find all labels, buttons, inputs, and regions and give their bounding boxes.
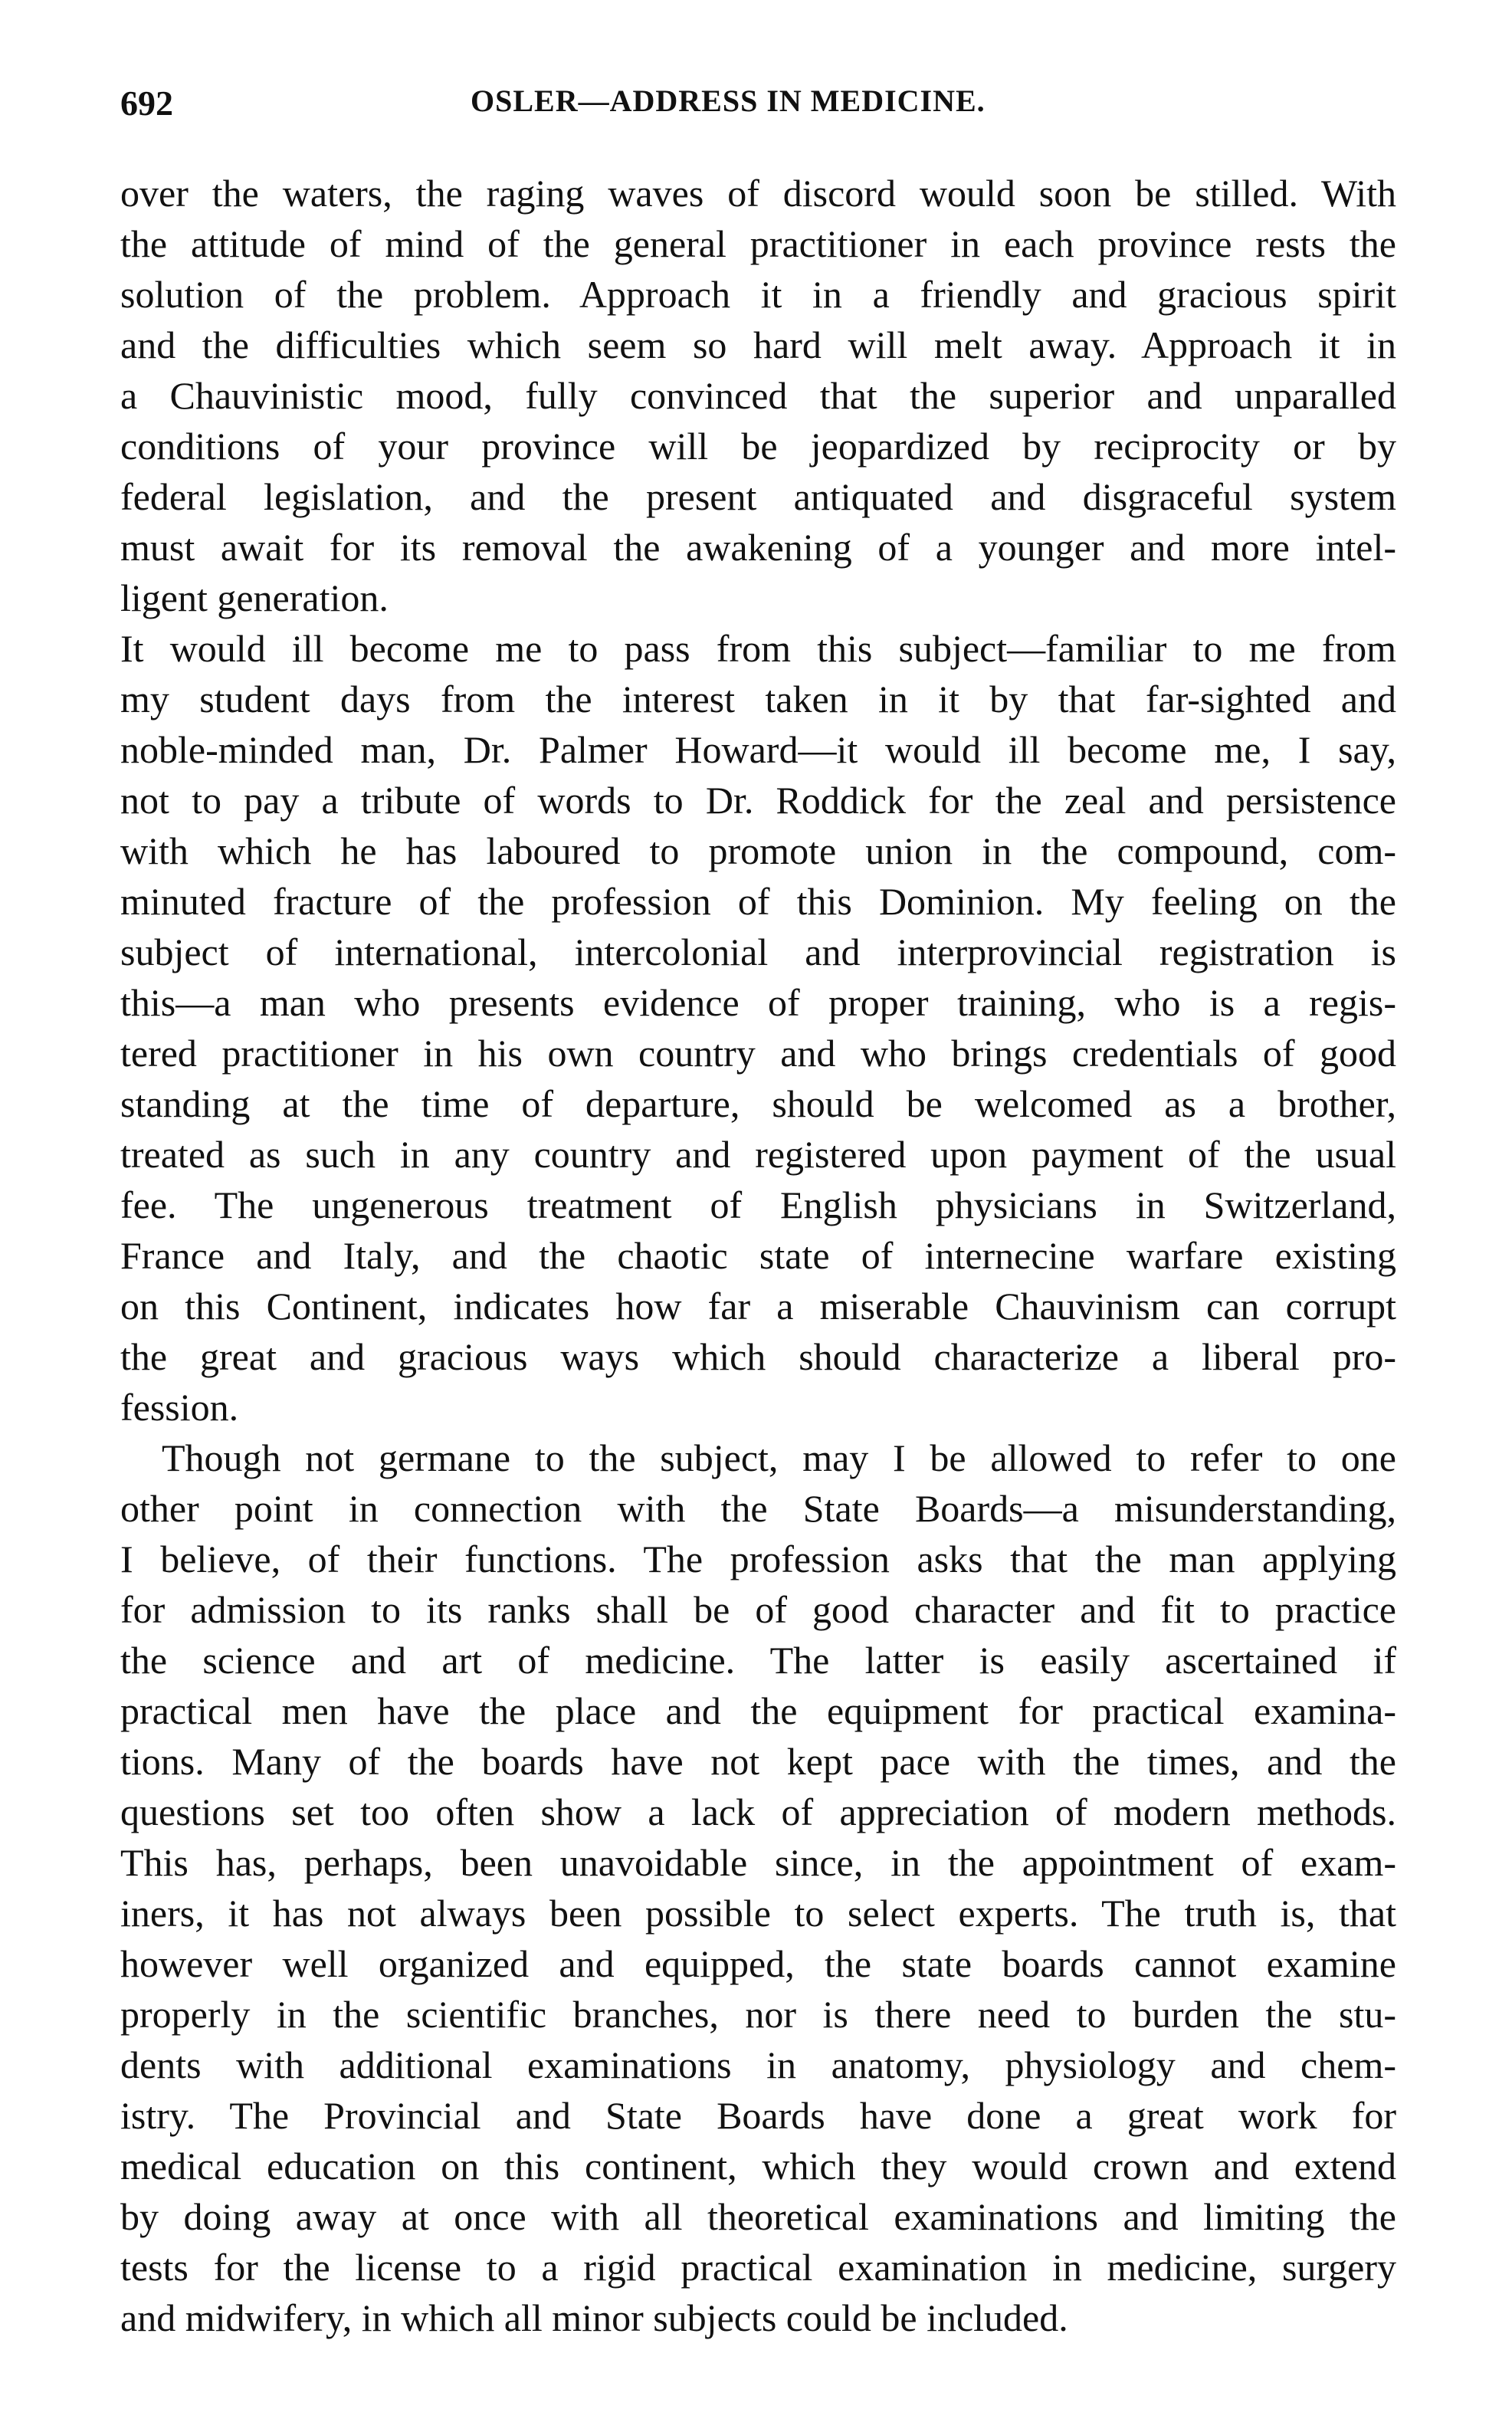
text-line: fession. — [120, 1386, 239, 1429]
text-line: federal legislation, and the present antiquated and disgraceful system — [120, 475, 1396, 518]
text-line: on this Continent, indicates how far a miserable Chauvinism can corrupt — [120, 1285, 1396, 1328]
running-title: OSLER—ADDRESS IN MEDICINE. — [471, 84, 986, 118]
text-line: tered practitioner in his own country and who brings credentials of good — [120, 1032, 1396, 1075]
paragraph — [120, 168, 1396, 623]
text-line: over the waters, the raging waves of discord would soon be stilled. With — [120, 172, 1396, 215]
text-line: tests for the license to a rigid practical examination in medicine, surgery — [120, 2246, 1396, 2289]
text-line: the attitude of mind of the general practitioner in each province rests the — [120, 222, 1396, 265]
text-line: must await for its removal the awakening of a younger and more intel- — [120, 526, 1396, 569]
text-line: with which he has laboured to promote union in the compound, com- — [120, 829, 1396, 872]
text-line: I believe, of their functions. The profession asks that the man applying — [120, 1538, 1396, 1580]
text-line: however well organized and equipped, the state boards cannot examine — [120, 1942, 1396, 1985]
text-line: this—a man who presents evidence of proper training, who is a regis- — [120, 981, 1396, 1024]
text-line: minuted fracture of the profession of this Dominion. My feeling on the — [120, 880, 1396, 923]
text-line: a Chauvinistic mood, fully convinced that the superior and unparalled — [120, 374, 1396, 417]
text-line: other point in connection with the State Boards—a misunderstanding, — [120, 1487, 1396, 1530]
text-line: tions. Many of the boards have not kept pace with the times, and the — [120, 1740, 1396, 1783]
text-line: dents with additional examinations in anatomy, physiology and chem- — [120, 2043, 1396, 2086]
body-text — [120, 168, 1396, 2343]
text-line: ligent generation. — [120, 576, 389, 619]
text-line: by doing away at once with all theoretical examinations and limiting the — [120, 2195, 1396, 2238]
paragraph — [120, 1433, 1396, 2343]
text-line: the great and gracious ways which should characterize a liberal pro- — [120, 1335, 1396, 1378]
text-line: and the difficulties which seem so hard will melt away. Approach it in — [120, 323, 1396, 366]
text-line: Though not germane to the subject, may I be allowed to refer to one — [162, 1436, 1396, 1479]
text-line: conditions of your province will be jeopardized by reciprocity or by — [120, 425, 1396, 468]
text-line: It would ill become me to pass from this subject—familiar to me from — [120, 627, 1396, 670]
text-line: fee. The ungenerous treatment of English physicians in Switzerland, — [120, 1183, 1396, 1226]
text-line: properly in the scientific branches, nor is there need to burden the stu- — [120, 1993, 1396, 2036]
text-line: my student days from the interest taken in it by that far-sighted and — [120, 678, 1396, 720]
text-line: and midwifery, in which all minor subjects could be included. — [120, 2296, 1068, 2339]
text-line: not to pay a tribute of words to Dr. Roddick for the zeal and persistence — [120, 779, 1396, 822]
text-line: istry. The Provincial and State Boards have done a great work for — [120, 2094, 1396, 2137]
paragraph — [120, 623, 1396, 1433]
page-number: 692 — [120, 84, 173, 123]
text-line: standing at the time of departure, should be welcomed as a brother, — [120, 1082, 1396, 1125]
text-line: noble-minded man, Dr. Palmer Howard—it would ill become me, I say, — [120, 728, 1396, 771]
page-header — [120, 83, 1396, 129]
text-line: medical education on this continent, which they would crown and extend — [120, 2145, 1396, 2187]
text-line: practical men have the place and the equipment for practical examina- — [120, 1689, 1396, 1732]
text-line: treated as such in any country and registered upon payment of the usual — [120, 1133, 1396, 1176]
text-line: iners, it has not always been possible to select experts. The truth is, that — [120, 1892, 1396, 1935]
text-line: questions set too often show a lack of appreciation of modern methods. — [120, 1790, 1396, 1833]
text-line: France and Italy, and the chaotic state of internecine warfare existing — [120, 1234, 1396, 1277]
text-line: This has, perhaps, been unavoidable since, in the appointment of exam- — [120, 1841, 1396, 1884]
text-line: the science and art of medicine. The latter is easily ascertained if — [120, 1639, 1396, 1682]
text-line: subject of international, intercolonial and interprovincial registration is — [120, 930, 1396, 973]
text-line: solution of the problem. Approach it in a friendly and gracious spirit — [120, 273, 1396, 316]
text-line: for admission to its ranks shall be of good character and fit to practice — [120, 1588, 1396, 1631]
